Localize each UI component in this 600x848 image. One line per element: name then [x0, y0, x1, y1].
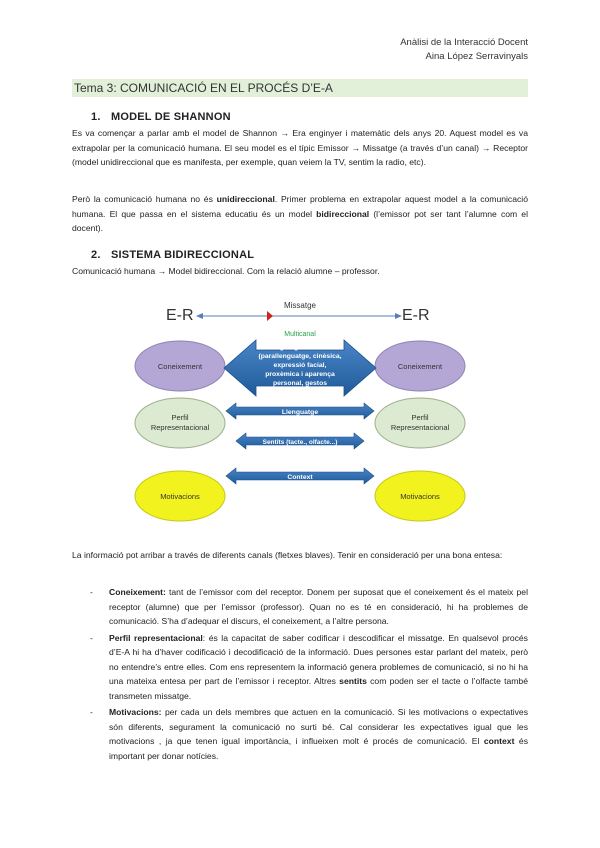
after-diagram-paragraph: La informació pot arribar a través de diferents canals (fletxes blaves). Tenir en consideració per una bona entesa:	[72, 550, 503, 560]
right-er-title: E-R	[402, 307, 430, 324]
nonverbal-line-4: proxèmica i aparença	[265, 371, 335, 378]
term-unidireccional: unidireccional	[216, 194, 275, 204]
message-arrow-right-head	[395, 313, 402, 319]
nonverbal-line-3: expressió facial,	[273, 362, 327, 369]
bullet-term-motivacions: Motivacions:	[109, 707, 162, 717]
topic-title: Tema 3: COMUNICACIÓ EN EL PROCÉS D’E-A	[72, 79, 528, 97]
section1-paragraph2: Però la comunicació humana no és unidireccional. Primer problema en extrapolar aquest model a la comunicació humana. El que passa en el sistema educatiu és un model bidireccional (l’emissor pot ser tant l’alumne com el docent).	[72, 194, 528, 233]
list-item: - Motivacions: per cada un dels membres que actuen en la comunicació. Si les motivacions o expectatives són diferents, segurament la comunicació no surti bé. Cal considerar les expectatives igual que les motivacions , ja que tenen igual importància, i influeixen molt é procés de comunicació. El context és important per donar notícies.	[90, 707, 528, 761]
course-name: Anàlisi de la Interacció Docent	[400, 37, 528, 48]
right-node-coneixement-label: Coneixement	[397, 362, 443, 371]
right-node-representacional-label: Representacional	[390, 423, 450, 432]
section1-heading	[91, 111, 231, 123]
section2-heading	[91, 249, 254, 261]
list-item: - Perfil representacional: és la capacitat de saber codificar i descodificar el missatge. En qualsevol procés d’E-A hi ha d’haver codificació i decodificació de la informació. Dues persones estar parlant del mateix, però no entendre’s entre elles. Com ens representem la informació genera problemes de comunicació, si no hi ha una mateixa entesa per part de l’emissor i receptor. Altres sentits com poden ser el tacte o l’olfacte també transmeten missatge.	[90, 632, 528, 701]
section1-paragraph1: Es va començar a parlar amb el model de Shannon → Era enginyer i matemàtic dels anys 20. Aquest model es va extrapolar per la comunicació humana. El seu model es el típic Emissor → Missatge (a través d’un canal) → Receptor (model unidireccional que es manifesta, per exemple, quan veiem la TV, sentim la radio, etc).	[72, 128, 528, 167]
section2-intro: Comunicació humana → Model bidireccional. Com la relació alumne – professor.	[72, 266, 380, 276]
language-label: Llenguatge	[281, 409, 319, 416]
senses-label: Sentits (tacte., olfacte...)	[262, 439, 338, 446]
document-header	[400, 36, 528, 64]
right-node-motivacions-label: Motivacions	[400, 492, 440, 501]
nonverbal-line-1: Llenguatge no verbal	[265, 344, 335, 351]
section2-number: 2.	[91, 249, 101, 261]
section2-title: SISTEMA BIDIRECCIONAL	[111, 249, 255, 261]
section1-number: 1.	[91, 111, 101, 123]
list-item: - Coneixement: tant de l’emissor com del receptor. Donem per suposat que el coneixement és el mateix pel receptor (alumne) que per l’emissor (professor). Quan no es té en consideració, hi ha problemes de comunicació. S’ha d’adequar el discurs, el coneixement, a l’altre persona.	[90, 587, 528, 626]
nonverbal-line-5: personal, gestos	[272, 380, 328, 387]
section1-title: MODEL DE SHANNON	[111, 111, 231, 123]
message-arrow-left-head	[196, 313, 203, 319]
communication-diagram	[130, 296, 470, 528]
left-node-coneixement-label: Coneixement	[157, 362, 203, 371]
bullet-term-perfil: Perfil representacional	[109, 632, 203, 643]
bullet-term-sentits: sentits	[339, 676, 367, 686]
right-node-perfil-label: Perfil	[411, 413, 429, 422]
multichannel-label: Multicanal	[284, 331, 316, 338]
context-label: Context	[287, 474, 313, 481]
left-node-motivacions-label: Motivacions	[160, 492, 200, 501]
message-label: Missatge	[283, 301, 317, 310]
nonverbal-line-2: (parallenguatge, cinèsica,	[258, 353, 342, 360]
left-er-title: E-R	[166, 307, 194, 324]
message-red-marker	[267, 311, 273, 321]
author-name: Aina López Serravinyals	[425, 51, 528, 62]
bullet-term-coneixement: Coneixement:	[109, 587, 166, 597]
left-node-perfil-label: Perfil	[171, 413, 189, 422]
considerations-list	[90, 585, 528, 765]
term-bidireccional: bidireccional	[316, 208, 370, 219]
left-node-representacional-label: Representacional	[150, 423, 210, 432]
bullet-term-context: context	[483, 736, 515, 746]
